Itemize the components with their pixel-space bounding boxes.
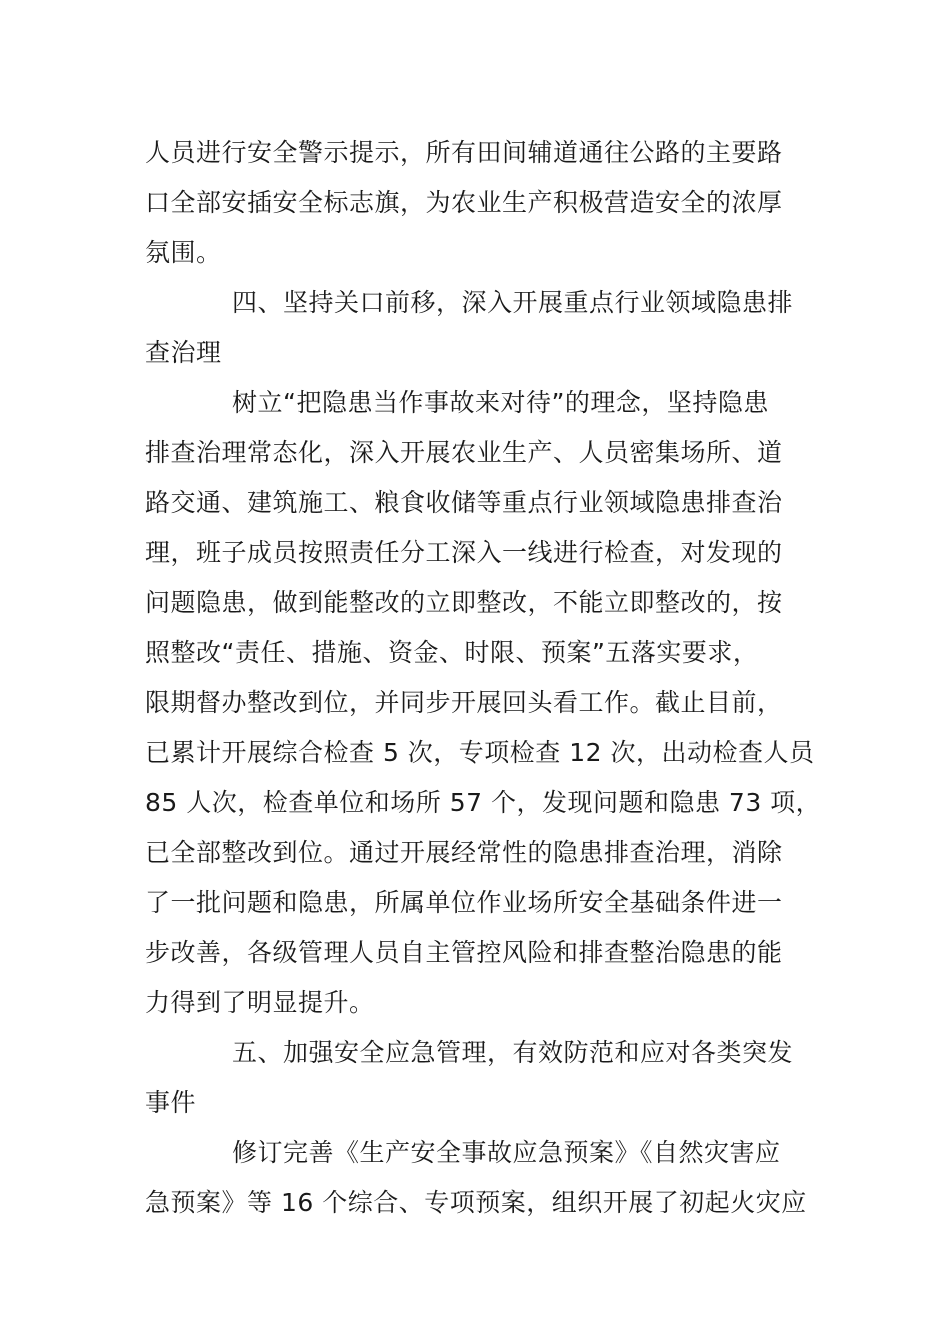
paragraph-line: 问题隐患，做到能整改的立即整改，不能立即整改的，按 <box>145 588 783 617</box>
paragraph-line: 限期督办整改到位，并同步开展回头看工作。截止目前， <box>145 688 783 717</box>
paragraph-line: 口全部安插安全标志旗，为农业生产积极营造安全的浓厚 <box>145 188 783 217</box>
section-heading-line: 查治理 <box>145 338 222 367</box>
paragraph-line: 步改善，各级管理人员自主管控风险和排查整治隐患的能 <box>145 938 783 967</box>
paragraph-line: 修订完善《生产安全事故应急预案》《自然灾害应 <box>232 1138 781 1167</box>
paragraph-line: 人员进行安全警示提示，所有田间辅道通往公路的主要路 <box>145 138 783 167</box>
section-heading-line: 五、加强安全应急管理，有效防范和应对各类突发 <box>232 1038 794 1067</box>
paragraph-line: 力得到了明显提升。 <box>145 988 375 1017</box>
paragraph-line: 路交通、建筑施工、粮食收储等重点行业领域隐患排查治 <box>145 488 783 517</box>
paragraph-line: 急预案》等 16 个综合、专项预案，组织开展了初起火灾应 <box>145 1188 807 1217</box>
paragraph-line: 85 人次，检查单位和场所 57 个，发现问题和隐患 73 项， <box>145 788 822 817</box>
section-heading-line: 事件 <box>145 1088 197 1117</box>
paragraph-line: 已累计开展综合检查 5 次，专项检查 12 次，出动检查人员 <box>145 738 815 767</box>
paragraph-line: 树立“把隐患当作事故来对待”的理念，坚持隐患 <box>232 388 769 417</box>
paragraph-line: 了一批问题和隐患，所属单位作业场所安全基础条件进一 <box>145 888 783 917</box>
section-heading-line: 四、坚持关口前移，深入开展重点行业领域隐患排 <box>232 288 794 317</box>
paragraph-line: 排查治理常态化，深入开展农业生产、人员密集场所、道 <box>145 438 783 467</box>
paragraph-line: 已全部整改到位。通过开展经常性的隐患排查治理，消除 <box>145 838 783 867</box>
paragraph-line: 照整改“责任、措施、资金、时限、预案”五落实要求， <box>145 638 759 667</box>
paragraph-line: 氛围。 <box>145 238 222 267</box>
paragraph-line: 理，班子成员按照责任分工深入一线进行检查，对发现的 <box>145 538 783 567</box>
